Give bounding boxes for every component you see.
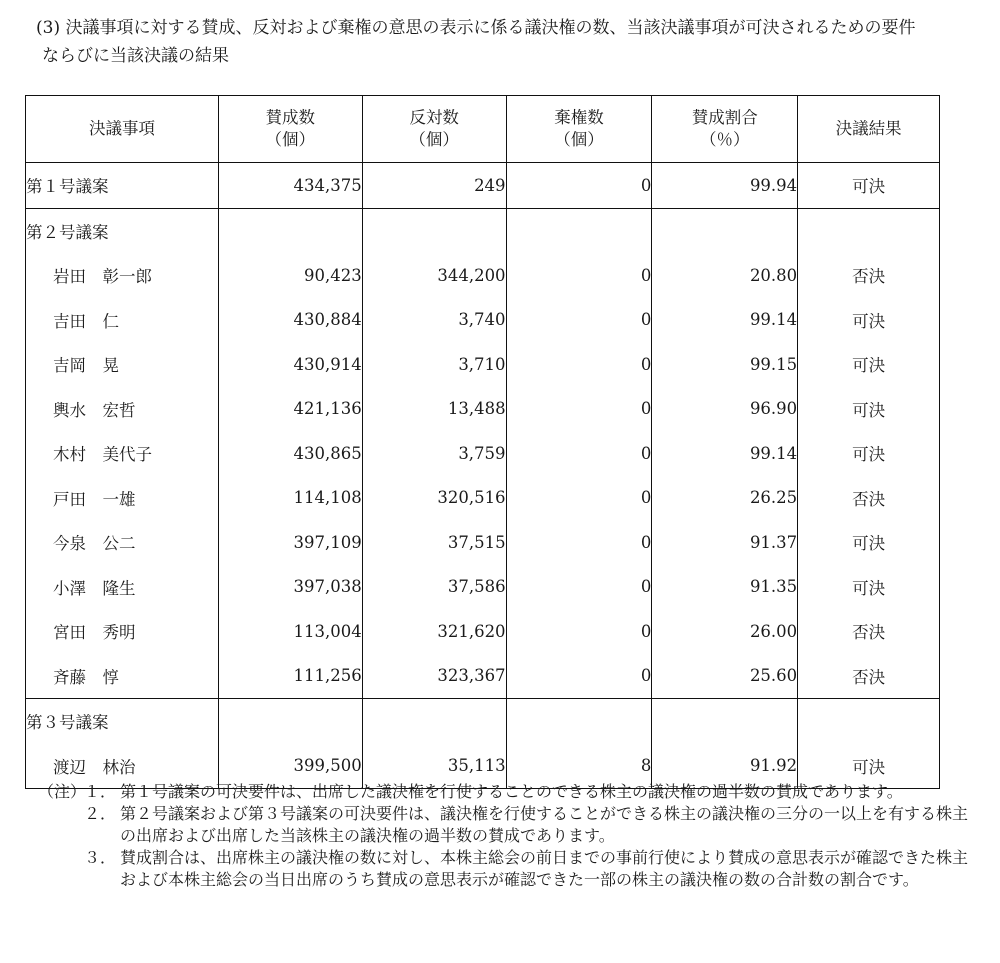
cell-result: 可決 (798, 520, 940, 565)
table-row (26, 387, 940, 432)
cell-for (218, 208, 362, 253)
cell-against: 3,740 (362, 298, 506, 343)
header-label: 賛成数 (265, 108, 316, 127)
table-row (26, 208, 940, 253)
voting-results-table (25, 95, 940, 789)
note-number: １． (84, 782, 117, 801)
cell-ratio (652, 699, 798, 744)
cell-for: 430,865 (218, 431, 362, 476)
cell-ratio: 96.90 (652, 387, 798, 432)
table-row (26, 476, 940, 521)
cell-abstain: 0 (506, 609, 652, 654)
table-row (26, 342, 940, 387)
header-unit: （％） (700, 130, 750, 149)
header-unit: （個） (265, 130, 316, 149)
cell-for: 397,109 (218, 520, 362, 565)
resolution-name: 第１号議案 (26, 163, 219, 209)
cell-result: 可決 (798, 744, 940, 789)
resolution-name: 吉岡 晃 (26, 342, 219, 387)
cell-result: 否決 (798, 609, 940, 654)
cell-against: 3,759 (362, 431, 506, 476)
header-unit: （個） (554, 130, 604, 149)
cell-abstain: 0 (506, 431, 652, 476)
cell-abstain: 0 (506, 565, 652, 610)
cell-abstain: 0 (506, 298, 652, 343)
note-text: 第２号議案および第３号議案の可決要件は、議決権を行使することができる株主の議決権の三分の一以上を有する株主の出席および出席した当該株主の議決権の過半数の賛成であります。 (120, 804, 969, 845)
cell-against: 3,710 (362, 342, 506, 387)
resolution-name: 木村 美代子 (26, 431, 219, 476)
header-against (362, 96, 506, 163)
cell-result: 可決 (798, 387, 940, 432)
cell-against: 249 (362, 163, 506, 209)
note-text: 第１号議案の可決要件は、出席した議決権を行使することのできる株主の議決権の過半数の賛成であります。 (120, 782, 903, 801)
cell-against: 344,200 (362, 253, 506, 298)
table-row (26, 298, 940, 343)
cell-ratio: 99.14 (652, 431, 798, 476)
cell-for (218, 699, 362, 744)
cell-abstain: 0 (506, 253, 652, 298)
cell-ratio: 99.15 (652, 342, 798, 387)
cell-result: 可決 (798, 163, 940, 209)
header-label: 棄権数 (554, 108, 604, 127)
cell-against: 320,516 (362, 476, 506, 521)
cell-ratio: 99.94 (652, 163, 798, 209)
cell-result: 可決 (798, 565, 940, 610)
header-unit: （個） (409, 130, 459, 149)
cell-against (362, 699, 506, 744)
table-body (26, 163, 940, 789)
cell-ratio: 91.37 (652, 520, 798, 565)
note-item (38, 847, 978, 891)
cell-result: 否決 (798, 476, 940, 521)
cell-result (798, 699, 940, 744)
cell-ratio: 20.80 (652, 253, 798, 298)
cell-result: 否決 (798, 654, 940, 699)
cell-for: 421,136 (218, 387, 362, 432)
resolution-name: 戸田 一雄 (26, 476, 219, 521)
table-row (26, 253, 940, 298)
cell-against: 323,367 (362, 654, 506, 699)
cell-ratio: 91.92 (652, 744, 798, 789)
table-row (26, 609, 940, 654)
note-mark: （注） (38, 782, 87, 801)
table-row (26, 699, 940, 744)
cell-for: 399,500 (218, 744, 362, 789)
cell-for: 114,108 (218, 476, 362, 521)
cell-abstain: 0 (506, 387, 652, 432)
note-item (38, 781, 978, 803)
cell-ratio: 25.60 (652, 654, 798, 699)
cell-ratio: 99.14 (652, 298, 798, 343)
cell-for: 111,256 (218, 654, 362, 699)
cell-against: 35,113 (362, 744, 506, 789)
resolution-name: 岩田 彰一郎 (26, 253, 219, 298)
header-ratio (652, 96, 798, 163)
cell-abstain: 0 (506, 342, 652, 387)
header-label: 反対数 (409, 108, 459, 127)
cell-result: 可決 (798, 342, 940, 387)
resolution-name: 第２号議案 (26, 208, 219, 253)
cell-against (362, 208, 506, 253)
section-heading (36, 14, 986, 70)
resolution-name: 輿水 宏哲 (26, 387, 219, 432)
header-label: 賛成割合 (691, 108, 758, 127)
table-row (26, 431, 940, 476)
note-number: ３． (84, 848, 117, 867)
cell-abstain: 8 (506, 744, 652, 789)
cell-ratio: 26.00 (652, 609, 798, 654)
cell-result: 否決 (798, 253, 940, 298)
table-row (26, 163, 940, 209)
heading-line-1: (3) 決議事項に対する賛成、反対および棄権の意思の表示に係る議決権の数、当該決議事項が可決されるための要件 (36, 18, 916, 38)
header-abstain (506, 96, 652, 163)
cell-ratio: 26.25 (652, 476, 798, 521)
note-number: ２． (84, 804, 117, 823)
table-row (26, 520, 940, 565)
cell-result: 可決 (798, 298, 940, 343)
notes-section (38, 781, 978, 891)
cell-abstain (506, 208, 652, 253)
table-row (26, 565, 940, 610)
header-resolution (26, 96, 219, 163)
cell-abstain: 0 (506, 163, 652, 209)
resolution-name: 吉田 仁 (26, 298, 219, 343)
resolution-name: 第３号議案 (26, 699, 219, 744)
note-text: 賛成割合は、出席株主の議決権の数に対し、本株主総会の前日までの事前行使により賛成の意思表示が確認できた株主および本株主総会の当日出席のうち賛成の意思表示が確認できた一部の株主の議決権の数の合計数の割合です。 (120, 848, 969, 889)
resolution-name: 今泉 公二 (26, 520, 219, 565)
cell-against: 321,620 (362, 609, 506, 654)
cell-abstain: 0 (506, 520, 652, 565)
cell-against: 37,515 (362, 520, 506, 565)
header-label: 決議結果 (835, 119, 902, 138)
cell-for: 90,423 (218, 253, 362, 298)
cell-against: 13,488 (362, 387, 506, 432)
cell-for: 430,914 (218, 342, 362, 387)
table-row (26, 654, 940, 699)
header-result (798, 96, 940, 163)
resolution-name: 宮田 秀明 (26, 609, 219, 654)
cell-for: 430,884 (218, 298, 362, 343)
table-header-row (26, 96, 940, 163)
note-item (38, 803, 978, 847)
cell-ratio (652, 208, 798, 253)
cell-abstain (506, 699, 652, 744)
cell-for: 397,038 (218, 565, 362, 610)
header-label: 決議事項 (88, 119, 155, 138)
resolution-name: 小澤 隆生 (26, 565, 219, 610)
heading-line-2: ならびに当該決議の結果 (42, 46, 229, 66)
cell-for: 434,375 (218, 163, 362, 209)
resolution-name: 渡辺 林治 (26, 744, 219, 789)
cell-ratio: 91.35 (652, 565, 798, 610)
header-for (218, 96, 362, 163)
resolution-name: 斉藤 惇 (26, 654, 219, 699)
cell-result: 可決 (798, 431, 940, 476)
cell-for: 113,004 (218, 609, 362, 654)
cell-abstain: 0 (506, 476, 652, 521)
cell-abstain: 0 (506, 654, 652, 699)
cell-against: 37,586 (362, 565, 506, 610)
cell-result (798, 208, 940, 253)
